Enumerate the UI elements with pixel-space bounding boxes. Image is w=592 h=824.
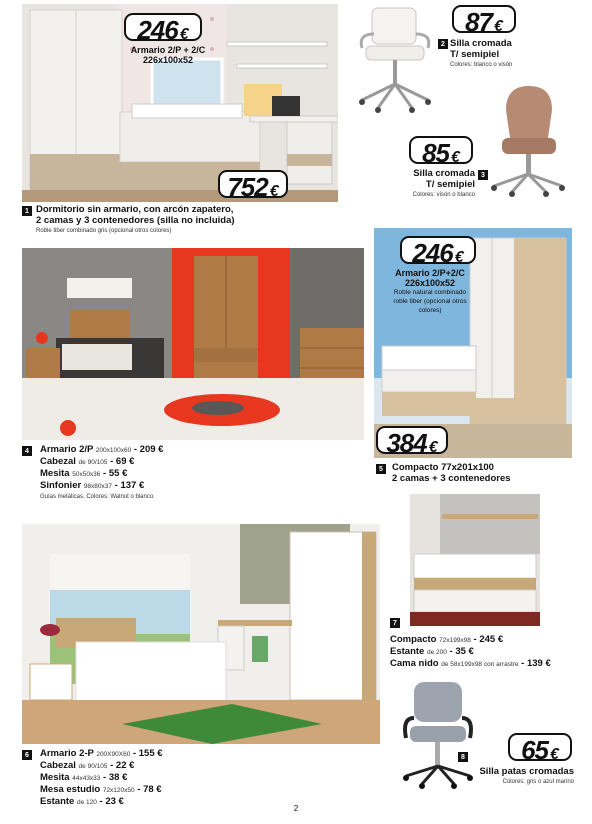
price-currency: €	[179, 26, 189, 43]
price-amount: 85	[422, 138, 449, 168]
spec-line: Armario 2/P+2/C	[395, 268, 465, 278]
product-line: Armario 2/P 200x100x60 - 209 €	[40, 444, 164, 455]
product-price: 23 €	[105, 796, 124, 807]
caption-note: Guías metálicas. Colores: Walnut o blanco.	[40, 494, 155, 500]
price-currency: €	[494, 18, 503, 35]
product-name: Mesa estudio	[40, 784, 101, 795]
product-dims: 72x199x98	[439, 637, 471, 644]
spec-note: Roble natural combinado	[393, 289, 467, 296]
product-name: Armario 2-P	[40, 748, 94, 759]
price-tag-chair-3	[409, 136, 473, 168]
price-amount: 384	[386, 428, 427, 458]
bedroom-6-photo	[22, 524, 380, 744]
caption-item-5	[392, 462, 572, 484]
item-badge: 8	[458, 752, 468, 762]
product-line: Mesita 50x50x36 - 55 €	[40, 468, 128, 479]
caption-title: Silla patas cromadas	[479, 766, 574, 777]
product-dims: 50x50x36	[72, 471, 101, 478]
product-price: 55 €	[108, 468, 128, 479]
product-dims: 98x80x37	[83, 483, 113, 490]
caption-note: Colores: blanco o visón	[450, 62, 513, 68]
product-dims: de 90/105	[78, 763, 108, 770]
product-price: 38 €	[108, 772, 128, 783]
price-currency: €	[428, 439, 438, 456]
caption-item-2	[450, 38, 560, 71]
spec-line: 226x100x52	[404, 278, 456, 288]
item-badge: 6	[22, 750, 32, 760]
product-line: Mesa estudio 72x120x50 - 78 €	[40, 784, 162, 795]
product-name: Mesita	[40, 468, 70, 479]
product-price: 22 €	[115, 760, 135, 771]
product-name: Cabezal	[40, 760, 76, 771]
product-name: Armario 2/P	[40, 444, 94, 455]
product-line: Estante de 200 - 35 €	[390, 646, 474, 657]
price-amount: 246	[137, 15, 178, 45]
item-badge: 2	[438, 39, 448, 49]
spec-armario	[118, 45, 218, 65]
product-price: 137 €	[120, 480, 145, 491]
product-name: Estante	[40, 796, 75, 807]
product-name: Cama nido	[390, 658, 439, 669]
product-name: Estante	[390, 646, 425, 657]
chair-brown-photo	[484, 80, 574, 198]
item-badge: 4	[22, 446, 32, 456]
caption-item-4	[40, 444, 340, 503]
product-name: Mesita	[40, 772, 70, 783]
item-badge: 7	[390, 618, 400, 628]
product-name: Sinfonier	[40, 480, 82, 491]
product-dims: 72x120x50	[102, 787, 135, 794]
product-name: Cabezal	[40, 456, 76, 467]
product-line: Cabezal de 90/105 - 22 €	[40, 760, 135, 771]
product-line: Mesita 44x43x33 - 38 €	[40, 772, 128, 783]
product-line: Sinfonier 98x80x37 - 137 €	[40, 480, 145, 491]
caption-title: T/ semipiel	[450, 49, 500, 60]
caption-note: Colores: visón o blanco	[412, 192, 475, 198]
caption-note: Roble tiber combinado gris (opcional otros colores)	[36, 228, 172, 234]
spec-armario-5	[380, 268, 480, 315]
caption-item-3	[370, 168, 475, 201]
product-name: Compacto	[390, 634, 437, 645]
price-currency: €	[451, 149, 460, 166]
bedroom-4-photo	[22, 248, 364, 440]
caption-item-8	[462, 766, 574, 788]
bed-7-photo	[410, 494, 540, 626]
spec-line: Armario 2/P + 2/C	[130, 45, 206, 55]
price-amount: 87	[465, 7, 492, 37]
price-tag-chair-2	[452, 5, 516, 37]
caption-item-1	[36, 204, 336, 237]
caption-title: Silla cromada	[450, 38, 512, 49]
product-price: 69 €	[115, 456, 135, 467]
item-badge: 5	[376, 464, 386, 474]
product-price: 139 €	[526, 658, 551, 669]
price-amount: 65	[521, 735, 548, 765]
product-dims: de 120	[76, 799, 97, 806]
spec-note: roble tiber (opcional otros	[393, 298, 467, 305]
product-dims: de 200	[426, 649, 447, 656]
chair-white-photo	[352, 4, 442, 116]
caption-title: Dormitorio sin armario, con arcón zapatero,	[36, 204, 234, 215]
product-price: 35 €	[455, 646, 474, 657]
product-dims: de 58x199x98 con arrastre	[441, 661, 519, 668]
price-tag-dormitorio	[218, 170, 288, 202]
spec-line: 226x100x52	[142, 55, 194, 65]
price-tag-armario-5	[400, 236, 476, 268]
price-tag-compacto	[376, 426, 448, 458]
caption-title: 2 camas y 3 contenedores (silla no incluida)	[36, 215, 235, 226]
product-dims: 200X90X60	[96, 751, 131, 758]
caption-title: 2 camas + 3 contenedores	[392, 473, 511, 484]
caption-title: Silla cromada	[413, 168, 475, 179]
product-price: 245 €	[479, 634, 504, 645]
caption-title: Compacto 77x201x100	[392, 462, 494, 473]
page-number: 2	[293, 804, 299, 813]
price-amount: 752	[227, 172, 268, 202]
caption-item-6	[40, 748, 340, 808]
product-line: Armario 2-P 200X90X60 - 155 €	[40, 748, 163, 759]
product-dims: de 90/105	[78, 459, 108, 466]
caption-note: Colores: gris o azul marino	[502, 779, 574, 785]
product-dims: 200x100x60	[95, 447, 132, 454]
price-currency: €	[550, 746, 559, 763]
product-price: 78 €	[143, 784, 162, 795]
price-currency: €	[269, 183, 279, 200]
spec-note: colores)	[418, 307, 442, 314]
product-dims: 44x43x33	[72, 775, 101, 782]
product-line: Compacto 72x199x98 - 245 €	[390, 634, 504, 645]
item-badge: 1	[22, 206, 32, 216]
product-line: Cabezal de 90/105 - 69 €	[40, 456, 135, 467]
product-line: Cama nido de 58x199x98 con arrastre - 139 €	[390, 658, 551, 669]
price-tag-chair-8	[508, 733, 572, 765]
caption-item-7	[390, 634, 580, 670]
price-amount: 246	[412, 238, 453, 268]
product-line: Estante de 120 - 23 €	[40, 796, 124, 807]
item-badge: 3	[478, 170, 488, 180]
price-currency: €	[454, 249, 464, 266]
product-price: 209 €	[139, 444, 164, 455]
caption-title: T/ semipiel	[425, 179, 475, 190]
price-tag-armario	[124, 13, 202, 45]
product-price: 155 €	[138, 748, 163, 759]
